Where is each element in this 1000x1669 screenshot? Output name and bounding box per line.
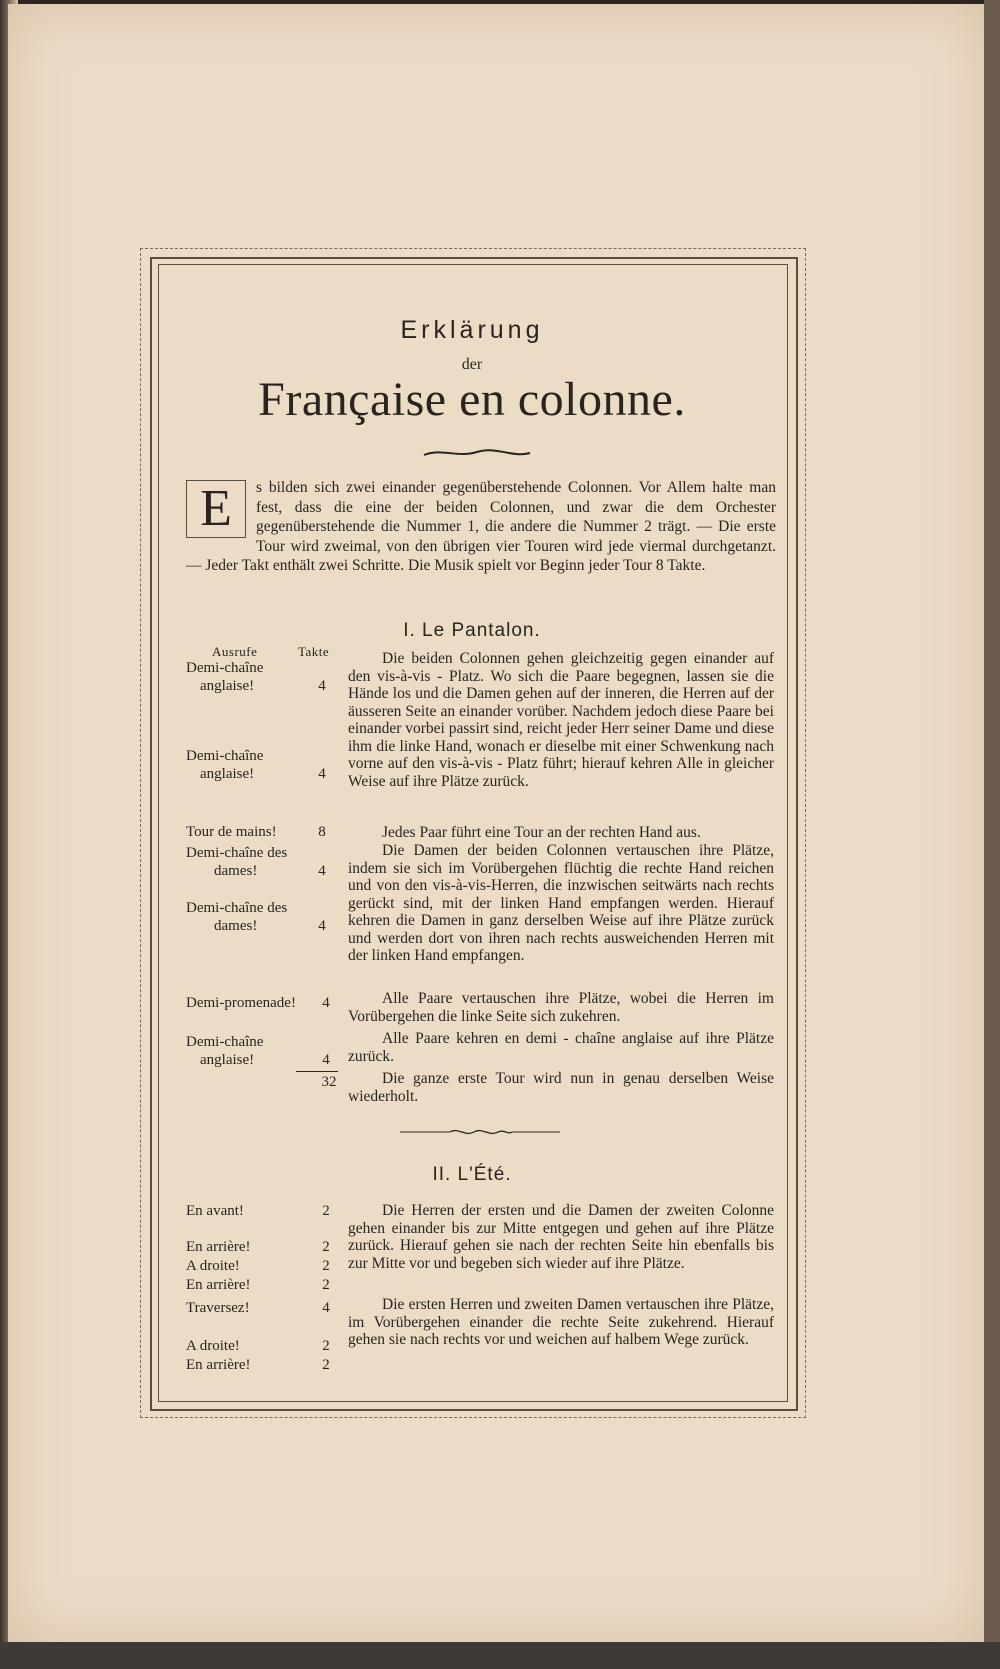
- paragraph: Die ersten Herren und zweiten Damen vertauschen ihre Plätze, im Vorübergehen einander die rechte Seite zukehrend. Hierauf gehen sie nach rechts vor und weichen auf halbem Wege zurück.: [348, 1296, 774, 1348]
- call-line: Demi-chaîne: [186, 748, 264, 764]
- call-item: A droite!: [186, 1338, 240, 1354]
- call-line: dames!: [214, 917, 258, 934]
- page-edge-bottom: [0, 1642, 1000, 1669]
- call-item: [186, 824, 306, 842]
- beat-count: 4: [322, 1052, 330, 1068]
- paragraph: Alle Paare kehren en demi - chaîne anglaise auf ihre Plätze zurück.: [348, 1030, 774, 1065]
- call-item: [186, 1034, 306, 1069]
- paragraph: Die ganze erste Tour wird nun in genau derselben Weise wiederholt.: [348, 1070, 774, 1105]
- call-item: Traversez!: [186, 1300, 250, 1316]
- page-edge-right: [984, 0, 1000, 1669]
- call-item: En avant!: [186, 1203, 244, 1219]
- call-item: [186, 748, 306, 783]
- beat-total: 32: [321, 1074, 337, 1090]
- paragraph: Die Damen der beiden Colonnen vertauschen ihre Plätze, indem sie sich im Vorübergehen flüchtig die rechte Hand reichen und von den vis-à-vis-Herren, die inzwischen seitwärts nach rechts gerückt sind, mit der linken Hand empfangen werden. Hierauf kehren die Damen in ganz derselben Weise auf ihre Plätze zurück und werden dort von ihren nach rechts ausweichenden Herren mit der linken Hand empfangen.: [348, 842, 774, 964]
- call-item: En arrière!: [186, 1357, 251, 1373]
- intro-paragraph: [186, 478, 776, 576]
- swash-ornament-icon: [422, 446, 532, 460]
- sum-rule: [296, 1071, 338, 1072]
- call-item: [186, 995, 326, 1013]
- call-line: Demi-chaîne des: [186, 900, 288, 916]
- call-line: Demi-chaîne des: [186, 845, 288, 861]
- beat-count: 4: [318, 863, 326, 879]
- column-header-beats: Takte: [298, 644, 330, 659]
- call-line: anglaise!: [200, 765, 255, 782]
- call-item: En arrière!: [186, 1239, 251, 1255]
- column-header-calls: Ausrufe: [212, 644, 258, 659]
- beat-count: 4: [322, 1300, 330, 1316]
- heading-subtitle: der: [461, 356, 483, 373]
- intro-text: s bilden sich zwei einander gegenüberstehende Colonnen. Vor Allem halte man fest, dass die eine der beiden Colonnen, und zwar die dem Orchester gegenüberstehende die Nummer 1, die andere die Nummer 2 trägt. — Die erste Tour wird zweimal, von den übrigen vier Touren wird jede viermal durchgetanzt. — Jeder Takt enthält zwei Schritte. Die Musik spielt vor Beginn jeder Tour 8 Takte.: [186, 479, 776, 574]
- call-line: Demi-chaîne: [186, 1034, 264, 1050]
- paragraph: Die beiden Colonnen gehen gleichzeitig gegen einander auf den vis-à-vis - Platz. Wo sich die Paare begegnen, lassen sie die Hände los und die Damen gehen auf der inneren, die Herren auf der äusseren Seite an einander vorüber. Nachdem jedoch diese Paare bei einander vorbei passirt sind, reicht jeder Herr seiner Dame und diese ihm die linke Hand, wonach er dieselbe mit einer Schwenkung nach vorne auf den vis-à-vis - Platz führt; hierauf kehren Alle in gleicher Weise auf ihre Plätze zurück.: [348, 650, 774, 790]
- beat-count: 4: [318, 918, 326, 934]
- call-line: anglaise!: [200, 1051, 255, 1068]
- beat-count: 2: [322, 1239, 330, 1255]
- beat-count: 2: [322, 1338, 330, 1354]
- call-line: Demi-chaîne: [186, 660, 264, 676]
- call-item: A droite!: [186, 1258, 240, 1274]
- call-line: Demi-promenade!: [186, 995, 296, 1011]
- section-title-pantalon: I. Le Pantalon.: [403, 620, 541, 641]
- call-item: [186, 845, 306, 880]
- paragraph: Jedes Paar führt eine Tour an der rechten Hand aus.: [382, 824, 701, 841]
- call-item: [186, 900, 306, 935]
- call-item: En arrière!: [186, 1277, 251, 1293]
- call-line: dames!: [214, 862, 258, 879]
- beat-count: 2: [322, 1277, 330, 1293]
- beat-count: 2: [322, 1203, 330, 1219]
- beat-count: 8: [318, 824, 326, 840]
- drop-cap: E: [186, 480, 246, 538]
- paragraph: Alle Paare vertauschen ihre Plätze, wobei die Herren im Vorübergehen die linke Seite sich zukehren.: [348, 990, 774, 1025]
- beat-count: 2: [322, 1258, 330, 1274]
- heading-main-title: Française en colonne.: [258, 373, 686, 426]
- beat-count: 4: [318, 678, 326, 694]
- beat-count: 2: [322, 1357, 330, 1373]
- beat-count: 4: [318, 766, 326, 782]
- heading-title: Erklärung: [400, 316, 544, 344]
- call-line: Tour de mains!: [186, 824, 277, 840]
- divider-ornament-icon: [400, 1126, 560, 1138]
- call-item: [186, 660, 306, 695]
- paragraph: Die Herren der ersten und die Damen der zweiten Colonne gehen einander bis zur Mitte entgegen und gehen auf ihre Plätze zurück. Hierauf gehen sie nach der rechten Seite hin ebenfalls bis zur Mitte vor und begeben sich wieder auf ihre Plätze.: [348, 1202, 774, 1272]
- call-line: anglaise!: [200, 677, 255, 694]
- beat-count: 4: [322, 995, 330, 1011]
- section-title-ete: II. L'Été.: [432, 1164, 512, 1185]
